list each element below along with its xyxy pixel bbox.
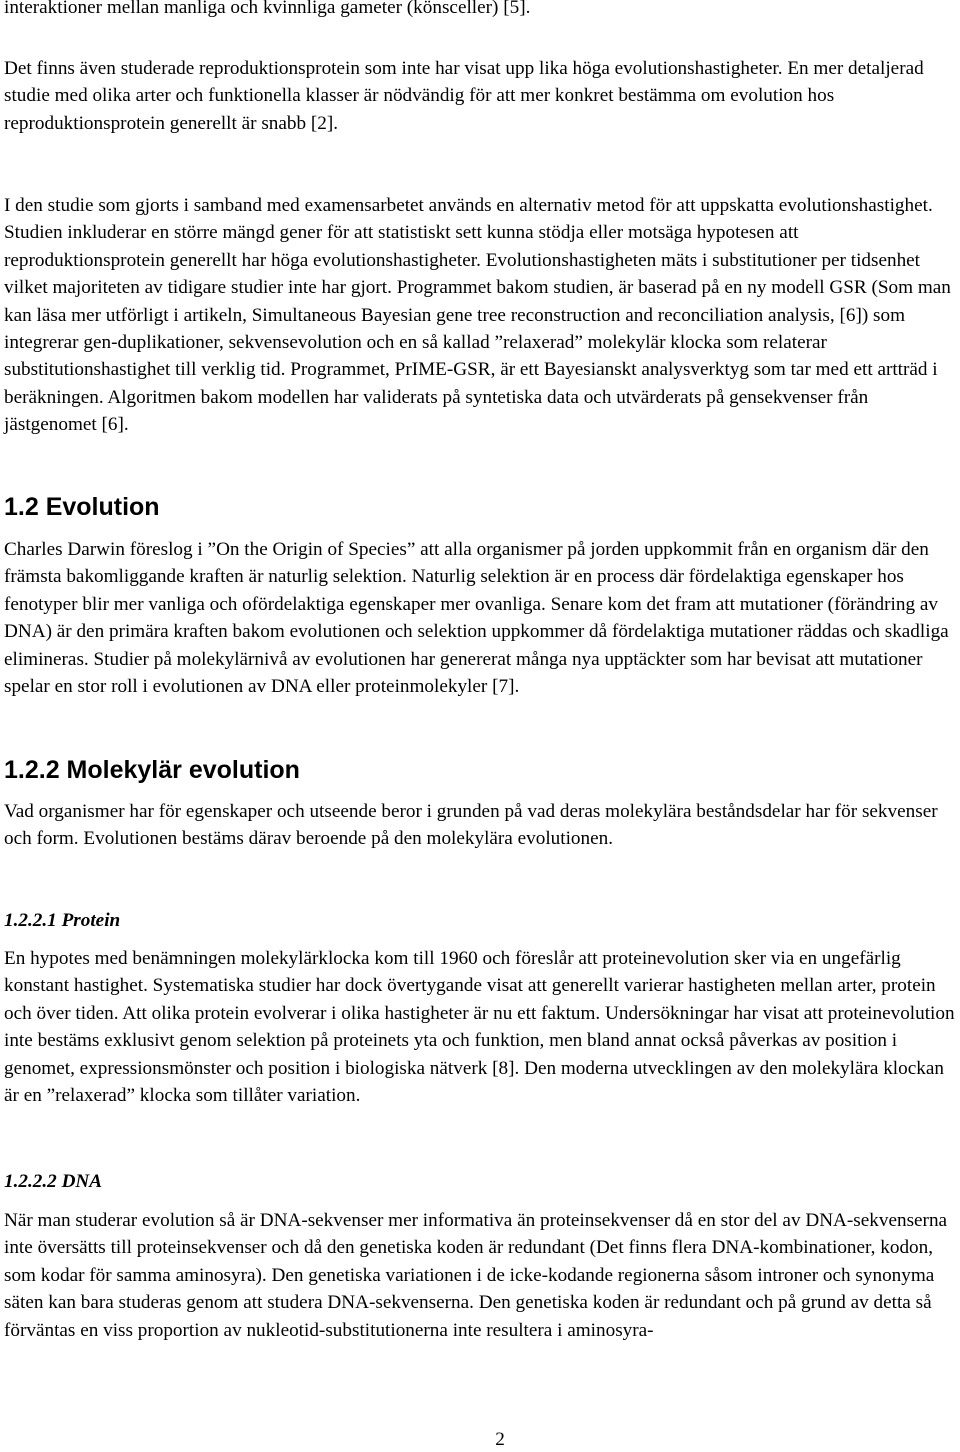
heading-molekylar-evolution: 1.2.2 Molekylär evolution <box>4 756 300 784</box>
paragraph-gameter: interaktioner mellan manliga och kvinnliga gameter (könsceller) [5]. <box>4 0 531 18</box>
paragraph-molekylara: Vad organismer har för egenskaper och utseende beror i grunden på vad deras molekylära beståndsdelar har för sekvenser och form. Evolutionen bestäms därav beroende på den molekylära evolutionen. <box>4 801 938 850</box>
paragraph-dna: När man studerar evolution så är DNA-sekvenser mer informativa än proteinsekvenser då en stor del av DNA-sekvenserna inte översätts till proteinsekvenser och då den genetiska koden är redundant (Det finns flera DNA-kombinationer, kodon, som kodar för samma aminosyra). Den genetiska variationen i de icke-kodande regionerna såsom introner och synonyma säten kan bara studeras genom att studera DNA-sekvenserna. Den genetiska koden är redundant och på grund av detta så förväntas en viss proportion av nukleotid-substitutionerna inte resultera i aminosyra- <box>4 1210 948 1341</box>
page-number: 2 <box>495 1429 505 1450</box>
heading-evolution: 1.2 Evolution <box>4 493 160 521</box>
paragraph-reproduktionsprotein: Det finns även studerade reproduktionsprotein som inte har visat upp lika höga evolutionshastigheter. En mer detaljerad studie med olika arter och funktionella klasser är nödvändig för att mer konkret bestämma om evolution hos reproduktionsprotein generellt är snabb [2]. <box>4 58 924 134</box>
paragraph-darwin: Charles Darwin föreslog i ”On the Origin of Species” att alla organismer på jorden uppkommit från en organism där den främsta bakomliggande kraften är naturlig selektion. Naturlig selektion är en process där fördelaktiga egenskaper hos fenotyper blir mer vanliga och ofördelaktiga egenskaper mer ovanliga. Senare kom det fram att mutationer (förändring av DNA) är den primära kraften bakom evolutionen och selektion uppkommer då fördelaktiga mutationer räddas och skadliga elimineras. Studier på molekylärnivå av evolutionen har genererat många nya upptäckter som har bevisat att mutationer spelar en stor roll i evolutionen av DNA eller proteinmolekyler [7]. <box>4 539 949 698</box>
paragraph-protein: En hypotes med benämningen molekylärklocka kom till 1960 och föreslår att proteinevolution sker via en ungefärlig konstant hastighet. Systematiska studier har dock övertygande visat att generellt varierar hastigheten mellan arter, protein och över tiden. Att olika protein evolverar i olika hastigheter är nu ett faktum. Undersökningar har visat att proteinevolution inte bestäms exklusivt genom selektion på proteinets yta och funktion, men bland annat också påverkas av position i genomet, expressionsmönster och position i biologiska nätverk [8]. Den moderna utvecklingen av den molekylära klockan är en ”relaxerad” klocka som tillåter variation. <box>4 948 955 1107</box>
heading-dna: 1.2.2.2 DNA <box>4 1171 103 1192</box>
paragraph-studie: I den studie som gjorts i samband med examensarbetet används en alternativ metod för att uppskatta evolutionshastighet. Studien inkluderar en större mängd gener för att statistiskt sett kunna stödja eller motsäga hypotesen att reproduktionsprotein generellt har höga evolutionshastigheter. Evolutionshastigheten mäts i substitutioner per tidsenhet vilket majoriteten av tidigare studier inte har gjort. Programmet bakom studien, är baserad på en ny modell GSR (Som man kan läsa mer utförligt i artikeln, Simultaneous Bayesian gene tree reconstruction and reconciliation analysis, [6]) som integrerar gen-duplikationer, sekvensevolution och en så kallad ”relaxerad” molekylär klocka som relaterar substitutionshastighet till verklig tid. Programmet, PrIME-GSR, är ett Bayesianskt analysverktyg som tar med ett artträd i beräkningen. Algoritmen bakom modellen har validerats på syntetiska data och utvärderats på gensekvenser från jästgenomet [6]. <box>4 195 951 436</box>
heading-protein: 1.2.2.1 Protein <box>4 910 121 931</box>
